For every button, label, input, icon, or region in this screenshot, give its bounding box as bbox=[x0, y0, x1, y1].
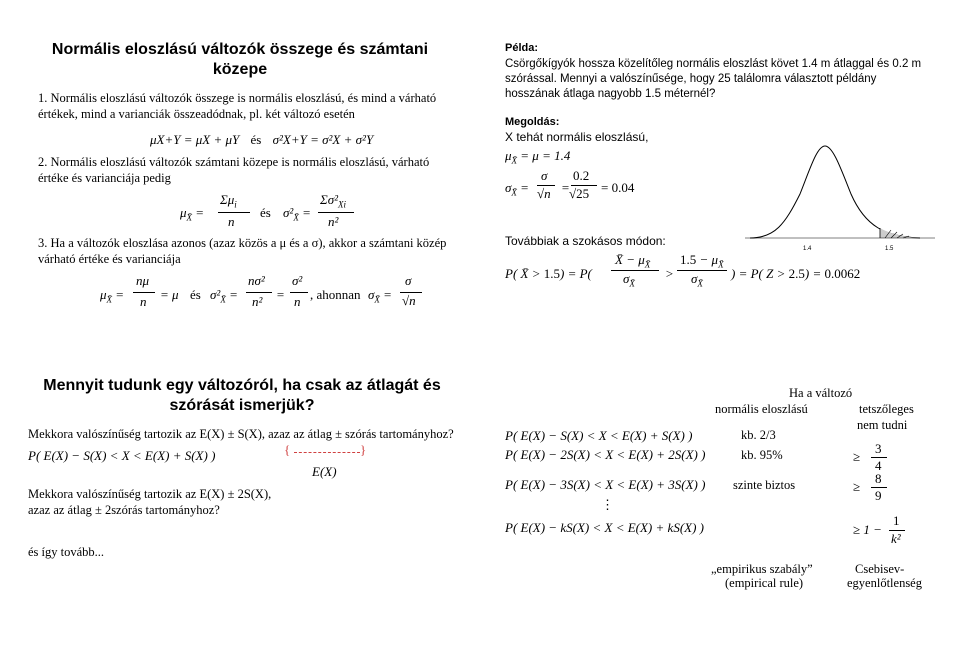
q1-item1: 1. Normális eloszlású változók összege is normális eloszlású, és mind a várható értékek, mind a varianciák összeadódnak, pl. két változó esetén bbox=[38, 91, 437, 121]
q3-brace-right: } bbox=[360, 442, 367, 457]
q3-panel bbox=[22, 372, 462, 572]
q3-brace-left: { bbox=[284, 442, 291, 457]
q1-panel bbox=[30, 40, 450, 320]
q4-row-3-normal: szinte biztos bbox=[733, 478, 796, 492]
q1-f1-sigma: σ²X+Y = σ²X + σ²Y bbox=[272, 132, 374, 147]
q4-dots: ⋮ bbox=[601, 497, 614, 512]
q4-row-2-normal: kb. 95% bbox=[741, 448, 783, 462]
q1-item3: 3. Ha a változók eloszlása azonos (azaz közös a μ és a σ), akkor a számtani közép várható értéke és varianciája bbox=[38, 236, 447, 266]
q4-hdr-normal: normális eloszlású bbox=[715, 402, 808, 416]
plot-tick-left: 1.4 bbox=[803, 246, 812, 252]
q4-row-1-formula: P( E(X) − S(X) < X < E(X) + S(X) ) bbox=[505, 428, 693, 443]
q3-line2b: azaz az átlag ± 2szórás tartományhoz? bbox=[28, 503, 220, 517]
q4-empirikus-1: „empirikus szabály” bbox=[711, 562, 813, 576]
q1-item2: 2. Normális eloszlású változók számtani közepe is normális eloszlású, várható értéke és varianciája pedig bbox=[38, 155, 430, 185]
q4-panel bbox=[505, 385, 945, 595]
q4-csebisev-2: egyenlőtlenség bbox=[847, 576, 922, 590]
q3-prob-formula: P( E(X) − S(X) < X < E(X) + S(X) ) bbox=[28, 448, 216, 463]
q2-megoldas-label: Megoldás: bbox=[505, 116, 560, 128]
q2-sigma-result: 0.04 bbox=[611, 180, 635, 195]
q2-panel bbox=[505, 38, 935, 328]
normal-curve bbox=[750, 146, 920, 238]
q2-sigma-formula: $\sigma_{X̄}$ = σ √n = 0.2 √25 = 0.04 bbox=[505, 168, 635, 201]
q1-f3-ahonnan: , ahonnan bbox=[310, 287, 361, 302]
q2-megoldas-text: X tehát normális eloszlású, bbox=[505, 130, 649, 144]
q1-formula-sum bbox=[150, 132, 373, 148]
normal-curve-plot bbox=[745, 134, 935, 254]
q2-p-thr-1: 1.5 bbox=[543, 266, 560, 281]
q1-f2-and: és bbox=[260, 205, 271, 220]
q3-ex-label: E(X) bbox=[312, 464, 337, 479]
q3-line1: Mekkora valószínűség tartozik az E(X) ± S(X), azaz az átlag ± szórás tartományhoz? bbox=[28, 427, 454, 441]
q2-tovabbiak: Továbbiak a szokásos módon: bbox=[505, 234, 666, 248]
q1-title: Normális eloszlású változók összege és számtani közepe bbox=[51, 41, 429, 78]
q4-row-3-bound: ≥ 8 9 bbox=[853, 471, 893, 507]
q2-mu-formula: $\mu_{X̄} = \mu = 1.4$ bbox=[505, 148, 571, 166]
q2-p-thr-2: 1.5 bbox=[680, 252, 697, 267]
q4-hdr-tetszoleges: tetszőleges bbox=[859, 402, 914, 416]
q4-hdr-nem-tudni: nem tudni bbox=[857, 418, 908, 432]
q3-brace-line bbox=[294, 452, 360, 453]
q3-line2a: Mekkora valószínűség tartozik az E(X) ± 2S(X), bbox=[28, 487, 272, 501]
q1-formula-iid: $\mu_{X̄}$ = nμ n = μ és $\sigma^2_{X̄}$ = nσ² n² = σ² n , ahonnan $\sigma_{X̄}$ = σ √n bbox=[100, 273, 450, 318]
q4-row-2-formula: P( E(X) − 2S(X) < X < E(X) + 2S(X) ) bbox=[505, 447, 706, 462]
q2-z-value: 2.5 bbox=[788, 266, 805, 281]
q2-p-result: 0.0062 bbox=[824, 266, 861, 281]
q4-row-2-bound: ≥ 3 4 bbox=[853, 441, 893, 477]
q2-sigma-num: 0.2 bbox=[573, 168, 590, 183]
q1-f3-and: és bbox=[190, 287, 201, 302]
q2-sigma-den: 25 bbox=[576, 186, 590, 201]
q4-row-3-formula: P( E(X) − 3S(X) < X < E(X) + 3S(X) ) bbox=[505, 477, 706, 492]
q1-f1-mu: μX+Y = μX + μY bbox=[150, 132, 240, 147]
q3-es-igy: és így tovább... bbox=[28, 545, 105, 559]
q3-title: Mennyit tudunk egy változóról, ha csak az átlagát és szórását ismerjük? bbox=[43, 377, 441, 414]
q4-hdr-ha: Ha a változó bbox=[789, 386, 853, 400]
q4-row-1-normal: kb. 2/3 bbox=[741, 428, 776, 442]
q1-formula-mean: $\mu_{X̄}$ = $\Sigma\mu_i$ n és $\sigma^2_{X̄}$ = $\Sigma\sigma^2_{Xi}$ n² bbox=[180, 190, 380, 240]
q2-pelda-label: Példa: bbox=[505, 42, 539, 54]
q2-pelda-text: Csörgőkígyók hossza közelítőleg normális eloszlást követ 1.4 m átlaggal és 0.2 m szórással. Mennyi a valószínűsége, hogy 25 találomra választott példány hosszának átlaga nagyobb 1.5 méternél? bbox=[505, 58, 922, 100]
plot-tick-right: 1.5 bbox=[885, 246, 894, 252]
q2-prob-formula: P( X̄ > 1.5) = P( X̄ − $\mu_{X̄}$ $\sigma_{X̄}$ > $1.5 - \mu_{X̄}$ $\sigma_{X̄}$ ) = P( Z > 2.5) = 0.0062 bbox=[505, 252, 861, 289]
q2-mu-value: 1.4 bbox=[554, 148, 571, 163]
q4-empirikus-2: (empirical rule) bbox=[725, 576, 804, 590]
q4-csebisev-1: Csebisev- bbox=[855, 562, 905, 576]
q4-row-k-formula: P( E(X) − kS(X) < X < E(X) + kS(X) ) bbox=[505, 520, 704, 535]
q4-row-k-bound: ≥ 1 − 1 k² bbox=[853, 513, 913, 553]
q1-f1-and: és bbox=[250, 132, 262, 147]
